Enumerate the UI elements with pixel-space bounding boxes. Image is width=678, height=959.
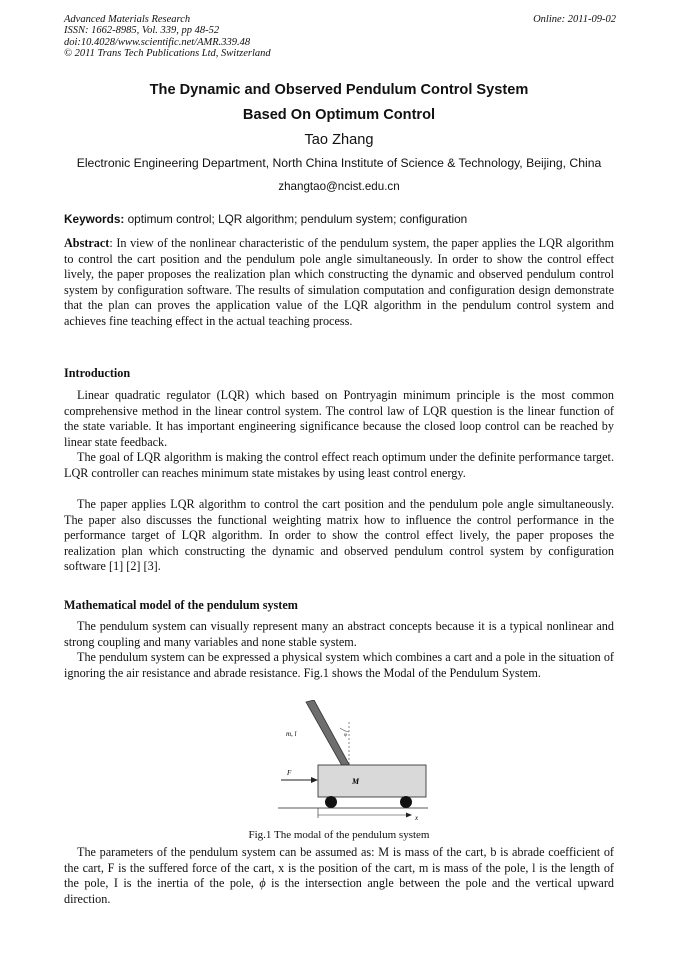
label-phi: φ [344, 733, 347, 738]
abstract [64, 236, 614, 330]
x-axis-arrowhead [406, 813, 412, 818]
issn: ISSN: 1662-8985, Vol. 339, pp 48-52 [64, 25, 220, 37]
intro-paragraph-1: Linear quadratic regulator (LQR) which based on Pontryagin minimum principle is the most common comprehensive method in the linear control system. The control law of LQR question is the linear function of the state variable. It has important engineering significance because the closed loop control can be reached by linear state feedback. [64, 388, 614, 449]
section-heading-model: Mathematical model of the pendulum system [64, 598, 298, 612]
keywords-text: optimum control; LQR algorithm; pendulum system; configuration [124, 212, 468, 226]
section-heading-introduction: Introduction [64, 366, 131, 380]
doi: doi:10.4028/www.scientific.net/AMR.339.48 [64, 36, 251, 48]
journal-header [64, 14, 616, 60]
params-text-before: The parameters of the pendulum system can be assumed as: M is mass of the cart, b is abrade coefficient of the cart, F is the suffered force of the cart, x is the position of the cart, m is mass of the pole, l is the length of the pole, I is the inertia of the pole, [64, 845, 614, 891]
email: zhangtao@ncist.edu.cn [278, 180, 400, 193]
angle-arc [340, 728, 349, 732]
params-text-after: is the intersection angle between the pole and the vertical upward direction. [64, 876, 614, 906]
figure-caption: Fig.1 The modal of the pendulum system [248, 829, 430, 841]
abstract-text: : In view of the nonlinear characteristic of the pendulum system, the paper applies the LQR algorithm to control the cart position and the pendulum pole angle simultaneously. In order to show the control effect lively, the paper proposes the realization plan which constructing the dynamic and observed pendulum control system by configuration software. The results of simulation computation and configuration design demonstrate that the plan can proves the application value of the LQR algorithm in the pendulum control system and achieves fine teaching effect in the actual teaching process. [64, 236, 614, 328]
label-x: x [415, 814, 419, 822]
label-ml: m, l [286, 730, 297, 738]
author: Tao Zhang [304, 132, 374, 148]
model-paragraph-3 [64, 845, 614, 907]
model-paragraph-1: The pendulum system can visually represent many an abstract concepts because it is a typical nonlinear and strong coupling and many variables and none stable system. [64, 619, 614, 649]
phi-symbol: ϕ [259, 876, 266, 891]
keywords [64, 212, 616, 226]
model-paragraph-2: The pendulum system can be expressed a physical system which combines a cart and a pole in the situation of ignoring the air resistance and abrade resistance. Fig.1 shows the Modal of the Pendulum System. [64, 650, 614, 680]
cart-wheel-right [400, 796, 412, 808]
journal-name: Advanced Materials Research [64, 14, 191, 25]
label-M: M [352, 777, 360, 786]
intro-paragraph-3: The paper applies LQR algorithm to control the cart position and the pendulum pole angle simultaneously. The paper also discusses the functional weighting matrix how to influence the control performance in the performance target of LQR algorithm. In order to show the control effect lively, the paper proposes the realization plan which constructing the dynamic and observed pendulum control system by configuration software [1] [2] [3]. [64, 497, 614, 574]
keywords-label: Keywords: [64, 212, 125, 226]
paper-title-line-2: Based On Optimum Control [242, 107, 436, 123]
pendulum-figure [278, 700, 428, 826]
affiliation: Electronic Engineering Department, North China Institute of Science & Technology, Beijing, China [76, 156, 602, 170]
label-F: F [287, 769, 292, 777]
online-date: Online: 2011-09-02 [533, 14, 616, 25]
paper-title-line-1: The Dynamic and Observed Pendulum Control System [149, 82, 529, 98]
cart-wheel-left [325, 796, 337, 808]
force-arrowhead [311, 777, 318, 783]
copyright: © 2011 Trans Tech Publications Ltd, Switzerland [64, 48, 271, 60]
abstract-label: Abstract [64, 236, 110, 250]
intro-paragraph-2: The goal of LQR algorithm is making the control effect reach optimum under the definite performance target. LQR controller can reaches minimum state mistakes by using least control energy. [64, 450, 614, 480]
cart-body [318, 765, 426, 797]
